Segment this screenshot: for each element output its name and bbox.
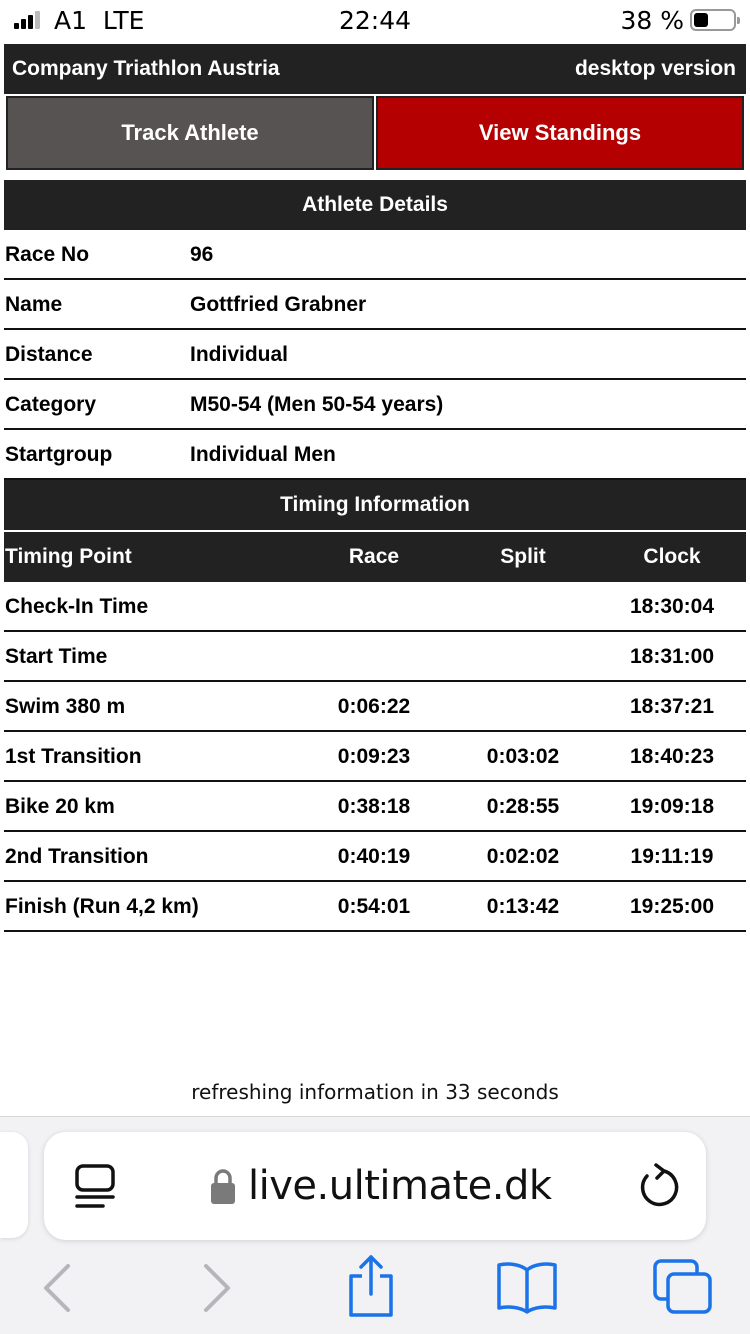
clock-time-cell: 19:09:18 <box>629 795 715 818</box>
timing-point-cell: Start Time <box>5 645 108 668</box>
race-time-cell: 0:38:18 <box>337 795 411 818</box>
status-time: 22:44 <box>338 6 412 35</box>
detail-value: 96 <box>190 243 214 266</box>
detail-value: M50-54 (Men 50-54 years) <box>190 393 444 416</box>
timing-point-cell: Bike 20 km <box>5 795 115 818</box>
detail-label: Race No <box>5 243 90 266</box>
url-text[interactable]: live.ultimate.dk <box>248 1163 552 1209</box>
clock-time-cell: 18:40:23 <box>629 745 715 768</box>
column-header-timing-point: Timing Point <box>5 545 132 568</box>
track-athlete-button[interactable]: Track Athlete <box>6 96 374 170</box>
split-time-cell: 0:03:02 <box>486 745 560 768</box>
column-header-clock: Clock <box>643 545 701 568</box>
reload-icon[interactable] <box>636 1162 682 1210</box>
forward-icon[interactable] <box>200 1262 234 1314</box>
timing-point-cell: 2nd Transition <box>5 845 149 868</box>
timing-row <box>4 882 746 932</box>
clock-time-cell: 18:30:04 <box>629 595 715 618</box>
race-time-cell: 0:09:23 <box>337 745 411 768</box>
column-header-split: Split <box>500 545 546 568</box>
timing-row <box>4 632 746 682</box>
split-time-cell: 0:28:55 <box>486 795 560 818</box>
race-time-cell: 0:54:01 <box>337 895 411 918</box>
timing-row <box>4 782 746 832</box>
refresh-countdown: refreshing information in 33 seconds <box>191 1080 559 1104</box>
clock-time-cell: 19:25:00 <box>629 895 715 918</box>
previous-tab-preview[interactable] <box>0 1132 28 1238</box>
timing-row <box>4 582 746 632</box>
clock-time-cell: 18:31:00 <box>629 645 715 668</box>
split-time-cell: 0:13:42 <box>486 895 560 918</box>
reader-icon[interactable] <box>72 1162 118 1210</box>
detail-label: Category <box>5 393 97 416</box>
timing-table-header <box>4 532 746 582</box>
detail-value: Gottfried Grabner <box>190 293 367 316</box>
detail-value: Individual <box>190 343 289 366</box>
detail-row-distance <box>4 330 746 380</box>
lock-icon <box>209 1168 237 1206</box>
detail-label: Startgroup <box>5 443 113 466</box>
split-time-cell: 0:02:02 <box>486 845 560 868</box>
detail-value: Individual Men <box>190 443 336 466</box>
detail-row-name <box>4 280 746 330</box>
timing-point-cell: 1st Transition <box>5 745 142 768</box>
carrier-label: A1 LTE <box>54 6 145 35</box>
race-time-cell: 0:06:22 <box>337 695 411 718</box>
detail-row-race-no <box>4 230 746 280</box>
detail-label: Name <box>5 293 63 316</box>
timing-row <box>4 732 746 782</box>
detail-label: Distance <box>5 343 93 366</box>
detail-row-startgroup <box>4 430 746 480</box>
clock-time-cell: 19:11:19 <box>630 845 714 868</box>
bookmarks-icon[interactable] <box>496 1260 558 1314</box>
column-header-race: Race <box>348 545 400 568</box>
timing-row <box>4 682 746 732</box>
share-icon[interactable] <box>344 1254 398 1318</box>
clock-time-cell: 18:37:21 <box>629 695 715 718</box>
detail-row-category <box>4 380 746 430</box>
timing-point-cell: Check-In Time <box>5 595 149 618</box>
battery-icon <box>690 9 736 31</box>
timing-row <box>4 832 746 882</box>
desktop-version-link[interactable]: desktop version <box>574 57 736 80</box>
network-label: LTE <box>102 6 145 35</box>
view-standings-button[interactable]: View Standings <box>376 96 744 170</box>
race-time-cell: 0:40:19 <box>337 845 411 868</box>
event-title: Company Triathlon Austria <box>12 57 280 80</box>
timing-information-heading: Timing Information <box>4 480 746 530</box>
site-header <box>4 44 746 94</box>
tabs-icon[interactable] <box>652 1258 714 1316</box>
athlete-details-heading: Athlete Details <box>4 180 746 230</box>
back-icon[interactable] <box>40 1262 74 1314</box>
timing-point-cell: Finish (Run 4,2 km) <box>5 895 199 918</box>
timing-point-cell: Swim 380 m <box>5 695 126 718</box>
battery-percent: 38 % <box>620 6 684 35</box>
status-bar <box>0 0 750 42</box>
